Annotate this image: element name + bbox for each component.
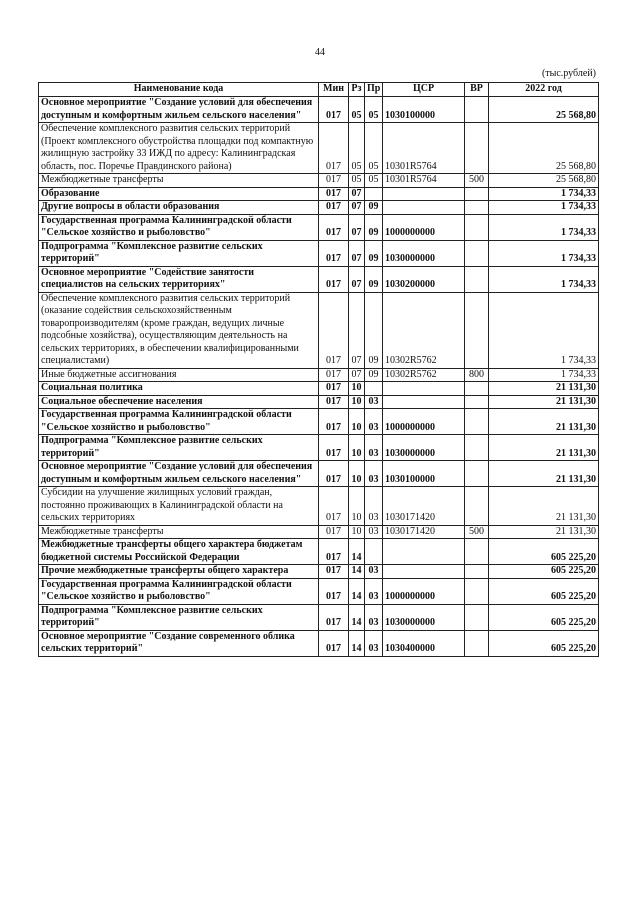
cell-min: 017	[319, 266, 349, 292]
cell-amount: 21 131,30	[489, 395, 599, 409]
cell-csr: 1030000000	[383, 435, 465, 461]
cell-rz: 14	[349, 539, 365, 565]
cell-vr	[465, 604, 489, 630]
cell-rz: 05	[349, 123, 365, 174]
cell-vr	[465, 292, 489, 368]
cell-amount: 1 734,33	[489, 292, 599, 368]
cell-amount: 21 131,30	[489, 487, 599, 526]
cell-min: 017	[319, 539, 349, 565]
cell-rz: 07	[349, 240, 365, 266]
cell-amount: 25 568,80	[489, 174, 599, 188]
cell-vr	[465, 266, 489, 292]
cell-csr: 1030100000	[383, 461, 465, 487]
cell-name: Подпрограмма "Комплексное развитие сельских территорий"	[39, 604, 319, 630]
cell-name: Иные бюджетные ассигнования	[39, 368, 319, 382]
cell-pr	[365, 539, 383, 565]
cell-csr	[383, 565, 465, 579]
cell-pr: 03	[365, 565, 383, 579]
cell-vr	[465, 201, 489, 215]
cell-amount: 21 131,30	[489, 525, 599, 539]
cell-rz: 10	[349, 435, 365, 461]
table-row	[39, 461, 599, 487]
header-pr: Пр	[365, 83, 383, 97]
cell-csr	[383, 539, 465, 565]
cell-pr: 03	[365, 630, 383, 656]
cell-min: 017	[319, 435, 349, 461]
cell-vr	[465, 539, 489, 565]
cell-name: Подпрограмма "Комплексное развитие сельских территорий"	[39, 435, 319, 461]
cell-rz: 05	[349, 97, 365, 123]
cell-min: 017	[319, 525, 349, 539]
header-rz: Рз	[349, 83, 365, 97]
cell-amount: 21 131,30	[489, 461, 599, 487]
cell-min: 017	[319, 578, 349, 604]
cell-csr	[383, 382, 465, 396]
table-row	[39, 539, 599, 565]
header-name: Наименование кода	[39, 83, 319, 97]
cell-amount: 1 734,33	[489, 266, 599, 292]
cell-csr: 1030171420	[383, 525, 465, 539]
cell-pr: 05	[365, 123, 383, 174]
cell-csr: 1030100000	[383, 97, 465, 123]
cell-name: Субсидии на улучшение жилищных условий граждан, постоянно проживающих в Калининградской области на сельских территориях	[39, 487, 319, 526]
cell-pr: 03	[365, 525, 383, 539]
table-row	[39, 525, 599, 539]
table-row	[39, 604, 599, 630]
cell-pr: 03	[365, 487, 383, 526]
cell-csr	[383, 187, 465, 201]
cell-name: Обеспечение комплексного развития сельских территорий (оказание содействия сельскохозяйственным товаропроизводителям (кроме граждан, ведущих личные подсобные хозяйства), осуществляющим деятельность на сельских территориях, в обеспечении квалифицированными специалистами)	[39, 292, 319, 368]
cell-min: 017	[319, 382, 349, 396]
cell-min: 017	[319, 292, 349, 368]
cell-vr	[465, 487, 489, 526]
cell-name: Другие вопросы в области образования	[39, 201, 319, 215]
cell-pr: 03	[365, 435, 383, 461]
table-row	[39, 630, 599, 656]
table-row	[39, 292, 599, 368]
cell-min: 017	[319, 461, 349, 487]
header-csr: ЦСР	[383, 83, 465, 97]
table-row	[39, 201, 599, 215]
cell-vr	[465, 461, 489, 487]
cell-pr: 05	[365, 174, 383, 188]
cell-amount: 605 225,20	[489, 565, 599, 579]
cell-min: 017	[319, 174, 349, 188]
cell-rz: 07	[349, 266, 365, 292]
table-row	[39, 187, 599, 201]
table-row	[39, 382, 599, 396]
cell-min: 017	[319, 240, 349, 266]
cell-csr: 10301R5764	[383, 174, 465, 188]
cell-name: Образование	[39, 187, 319, 201]
table-row	[39, 487, 599, 526]
cell-pr: 03	[365, 578, 383, 604]
cell-name: Основное мероприятие "Создание современного облика сельских территорий"	[39, 630, 319, 656]
cell-rz: 14	[349, 630, 365, 656]
table-row	[39, 565, 599, 579]
cell-rz: 10	[349, 461, 365, 487]
cell-vr	[465, 240, 489, 266]
cell-rz: 10	[349, 382, 365, 396]
cell-csr: 1030000000	[383, 604, 465, 630]
cell-csr: 1000000000	[383, 214, 465, 240]
cell-min: 017	[319, 604, 349, 630]
cell-pr: 09	[365, 214, 383, 240]
cell-amount: 1 734,33	[489, 240, 599, 266]
cell-vr: 800	[465, 368, 489, 382]
cell-pr: 09	[365, 292, 383, 368]
cell-name: Основное мероприятие "Содействие занятости специалистов на сельских территориях"	[39, 266, 319, 292]
cell-vr	[465, 435, 489, 461]
cell-name: Подпрограмма "Комплексное развитие сельских территорий"	[39, 240, 319, 266]
cell-amount: 21 131,30	[489, 382, 599, 396]
cell-pr: 03	[365, 395, 383, 409]
cell-pr: 09	[365, 240, 383, 266]
cell-name: Межбюджетные трансферты	[39, 174, 319, 188]
cell-amount: 1 734,33	[489, 187, 599, 201]
cell-csr: 1000000000	[383, 409, 465, 435]
cell-min: 017	[319, 97, 349, 123]
cell-csr: 1030200000	[383, 266, 465, 292]
cell-rz: 14	[349, 565, 365, 579]
cell-name: Основное мероприятие "Создание условий для обеспечения доступным и комфортным жильем сельского населения"	[39, 97, 319, 123]
header-year: 2022 год	[489, 83, 599, 97]
cell-name: Государственная программа Калининградской области "Сельское хозяйство и рыболовство"	[39, 578, 319, 604]
cell-name: Межбюджетные трансферты	[39, 525, 319, 539]
cell-vr	[465, 214, 489, 240]
cell-csr: 10301R5764	[383, 123, 465, 174]
cell-vr	[465, 578, 489, 604]
cell-min: 017	[319, 368, 349, 382]
cell-amount: 1 734,33	[489, 368, 599, 382]
cell-pr	[365, 382, 383, 396]
cell-vr	[465, 187, 489, 201]
cell-rz: 10	[349, 487, 365, 526]
cell-csr: 10302R5762	[383, 292, 465, 368]
cell-vr	[465, 97, 489, 123]
cell-name: Государственная программа Калининградской области "Сельское хозяйство и рыболовство"	[39, 214, 319, 240]
cell-csr	[383, 395, 465, 409]
cell-pr: 03	[365, 409, 383, 435]
cell-name: Основное мероприятие "Создание условий для обеспечения доступным и комфортным жильем сельского населения"	[39, 461, 319, 487]
table-row	[39, 368, 599, 382]
cell-vr	[465, 409, 489, 435]
cell-min: 017	[319, 565, 349, 579]
cell-min: 017	[319, 123, 349, 174]
cell-min: 017	[319, 187, 349, 201]
cell-vr	[465, 123, 489, 174]
cell-name: Обеспечение комплексного развития сельских территорий (Проект комплексного обустройства площадки под компактную жилищную застройку 33 ИЖД по адресу: Калининградская область, пос. Поречье Правдинского района)	[39, 123, 319, 174]
cell-vr	[465, 382, 489, 396]
table-row	[39, 266, 599, 292]
cell-pr	[365, 187, 383, 201]
cell-min: 017	[319, 214, 349, 240]
cell-rz: 14	[349, 604, 365, 630]
table-header-row	[39, 83, 599, 97]
cell-min: 017	[319, 409, 349, 435]
cell-amount: 25 568,80	[489, 123, 599, 174]
page-number: 44	[315, 47, 325, 58]
cell-rz: 10	[349, 525, 365, 539]
cell-pr: 05	[365, 97, 383, 123]
budget-table	[38, 82, 599, 657]
header-vr: ВР	[465, 83, 489, 97]
cell-rz: 10	[349, 409, 365, 435]
cell-rz: 07	[349, 187, 365, 201]
cell-name: Социальная политика	[39, 382, 319, 396]
cell-min: 017	[319, 201, 349, 215]
cell-name: Социальное обеспечение населения	[39, 395, 319, 409]
cell-amount: 21 131,30	[489, 435, 599, 461]
cell-rz: 07	[349, 292, 365, 368]
cell-csr: 1030400000	[383, 630, 465, 656]
cell-csr: 1030171420	[383, 487, 465, 526]
cell-min: 017	[319, 395, 349, 409]
cell-pr: 03	[365, 461, 383, 487]
cell-vr	[465, 565, 489, 579]
cell-min: 017	[319, 487, 349, 526]
units-label: (тыс.рублей)	[541, 68, 596, 79]
cell-csr: 1000000000	[383, 578, 465, 604]
cell-csr	[383, 201, 465, 215]
cell-min: 017	[319, 630, 349, 656]
table-row	[39, 240, 599, 266]
cell-rz: 07	[349, 201, 365, 215]
cell-name: Межбюджетные трансферты общего характера бюджетам бюджетной системы Российской Федерации	[39, 539, 319, 565]
cell-amount: 605 225,20	[489, 578, 599, 604]
table-row	[39, 395, 599, 409]
cell-amount: 1 734,33	[489, 214, 599, 240]
header-min: Мин	[319, 83, 349, 97]
table-row	[39, 123, 599, 174]
cell-rz: 14	[349, 578, 365, 604]
cell-amount: 1 734,33	[489, 201, 599, 215]
cell-vr	[465, 395, 489, 409]
table-row	[39, 409, 599, 435]
cell-rz: 10	[349, 395, 365, 409]
cell-pr: 09	[365, 201, 383, 215]
cell-name: Государственная программа Калининградской области "Сельское хозяйство и рыболовство"	[39, 409, 319, 435]
table-row	[39, 214, 599, 240]
cell-vr: 500	[465, 525, 489, 539]
cell-amount: 605 225,20	[489, 604, 599, 630]
cell-pr: 03	[365, 604, 383, 630]
cell-rz: 05	[349, 174, 365, 188]
cell-csr: 10302R5762	[383, 368, 465, 382]
cell-pr: 09	[365, 266, 383, 292]
cell-amount: 605 225,20	[489, 630, 599, 656]
table-row	[39, 174, 599, 188]
cell-amount: 605 225,20	[489, 539, 599, 565]
cell-pr: 09	[365, 368, 383, 382]
table-row	[39, 435, 599, 461]
cell-vr: 500	[465, 174, 489, 188]
cell-name: Прочие межбюджетные трансферты общего характера	[39, 565, 319, 579]
cell-rz: 07	[349, 214, 365, 240]
table-row	[39, 97, 599, 123]
cell-amount: 21 131,30	[489, 409, 599, 435]
table-row	[39, 578, 599, 604]
cell-amount: 25 568,80	[489, 97, 599, 123]
cell-rz: 07	[349, 368, 365, 382]
cell-vr	[465, 630, 489, 656]
cell-csr: 1030000000	[383, 240, 465, 266]
